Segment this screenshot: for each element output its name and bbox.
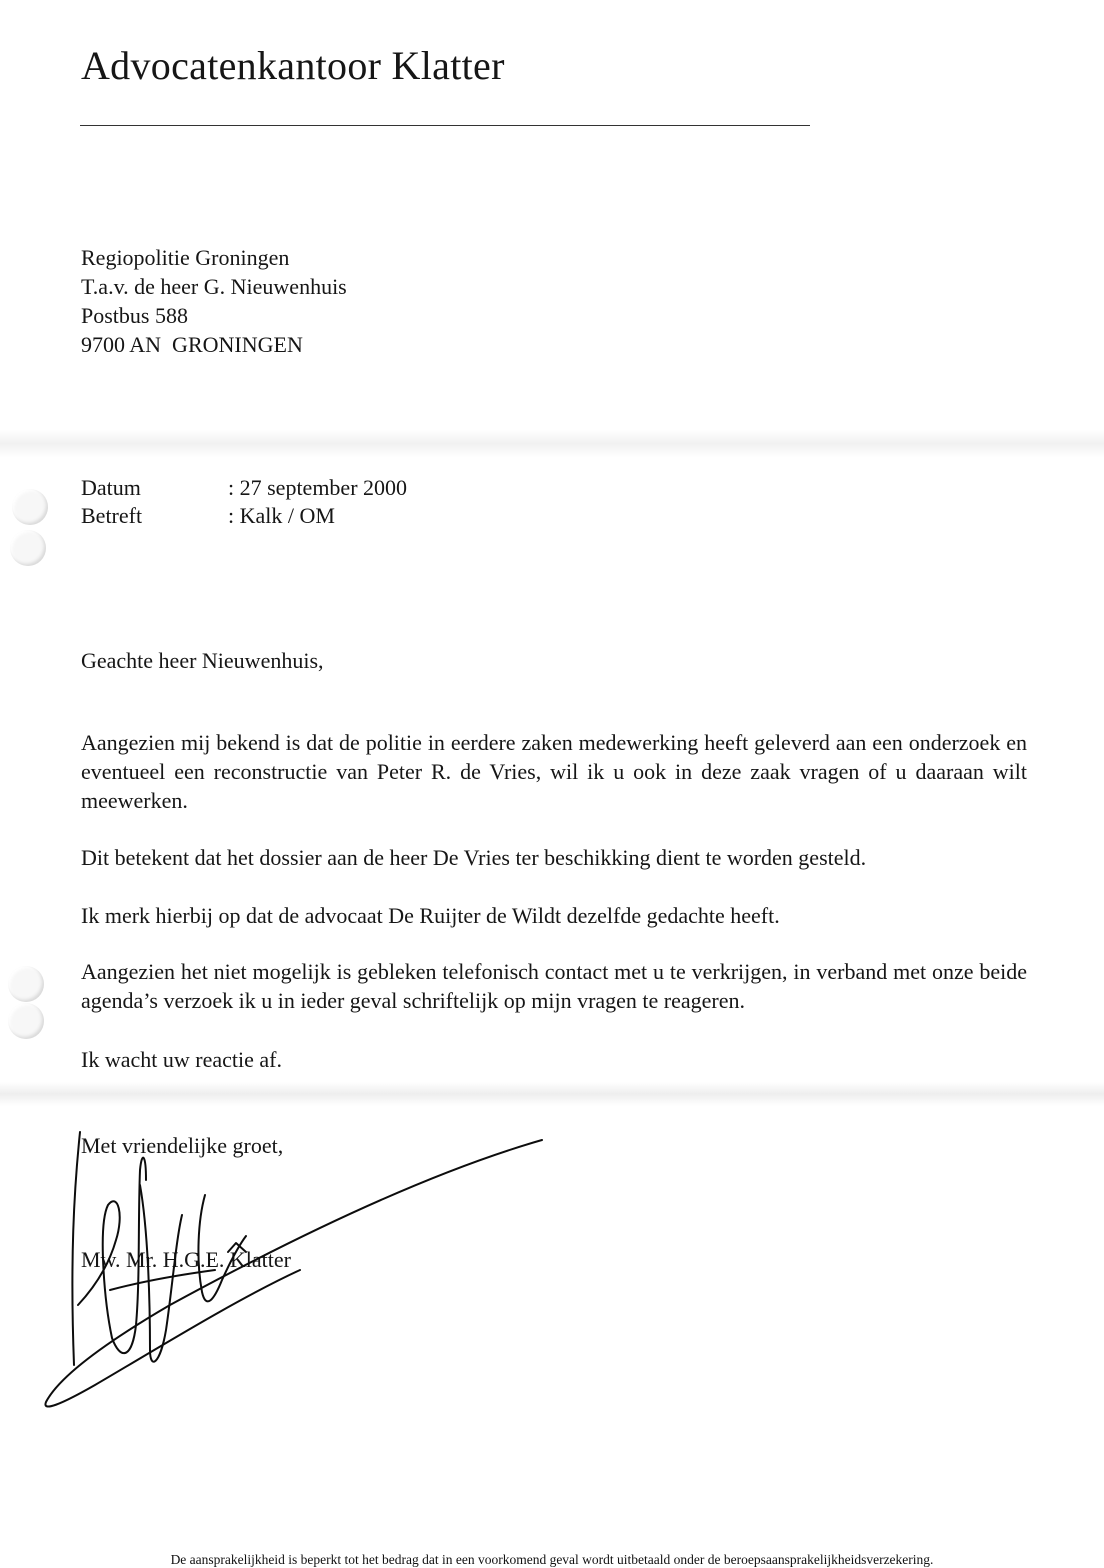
recipient-city: 9700 AN GRONINGEN bbox=[81, 332, 303, 357]
recipient-organization: Regiopolitie Groningen bbox=[81, 245, 290, 270]
date-label: Datum bbox=[81, 475, 141, 500]
subject-value: : Kalk / OM bbox=[228, 503, 335, 528]
signatory-name: Mw. Mr. H.G.E. Klatter bbox=[81, 1247, 291, 1272]
recipient-attention: T.a.v. de heer G. Nieuwenhuis bbox=[81, 274, 347, 299]
closing-greeting: Met vriendelijke groet, bbox=[81, 1133, 284, 1158]
scan-shadow-band bbox=[0, 1082, 1104, 1106]
date-value: : 27 september 2000 bbox=[228, 475, 408, 500]
punch-hole bbox=[8, 1003, 44, 1039]
punch-hole bbox=[12, 489, 48, 525]
body-paragraph: Ik merk hierbij op dat de advocaat De Ruijter de Wildt dezelfde gedachte heeft. bbox=[81, 903, 780, 928]
scan-shadow-band bbox=[0, 430, 1104, 458]
header-rule bbox=[80, 125, 810, 126]
footer-disclaimer: De aansprakelijkheid is beperkt tot het bedrag dat in een voorkomend geval wordt uitbetaald onder de beroepsaansprakelijkheidsverzekering. bbox=[170, 1552, 934, 1567]
punch-hole bbox=[8, 966, 44, 1002]
body-paragraph: Aangezien mij bekend is dat de politie in eerdere zaken medewerking heeft geleverd aan een onderzoek en eventueel een reconstructie van Peter R. de Vries, wil ik u ook in deze zaak vragen of u daaraan wilt meewerken. bbox=[81, 730, 1027, 813]
recipient-postbox: Postbus 588 bbox=[81, 303, 188, 328]
punch-hole bbox=[10, 530, 46, 566]
body-paragraph: Dit betekent dat het dossier aan de heer De Vries ter beschikking dient te worden gesteld. bbox=[81, 845, 867, 870]
salutation: Geachte heer Nieuwenhuis, bbox=[81, 648, 324, 673]
body-paragraph: Ik wacht uw reactie af. bbox=[81, 1047, 282, 1072]
subject-label: Betreft bbox=[81, 503, 143, 528]
firm-name: Advocatenkantoor Klatter bbox=[81, 43, 505, 88]
body-paragraph: Aangezien het niet mogelijk is gebleken telefonisch contact met u te verkrijgen, in verband met onze beide agenda’s verzoek ik u in ieder geval schriftelijk op mijn vragen te reageren. bbox=[81, 959, 1027, 1013]
